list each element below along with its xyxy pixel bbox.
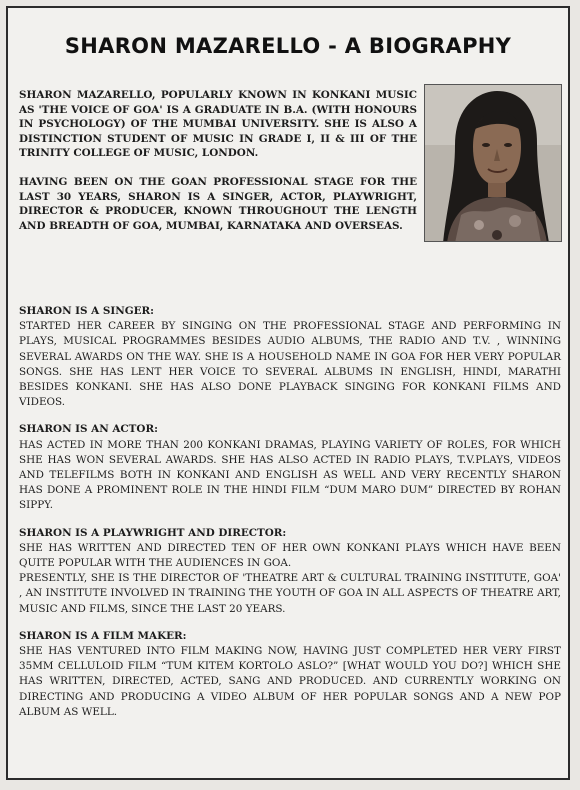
section-paragraph: PRESENTLY, SHE IS THE DIRECTOR OF 'THEATRE ART & CULTURAL TRAINING INSTITUTE, GOA' , AN INSTITUTE INVOLVED IN TRAINING THE YOUTH OF GOA IN ALL ASPECTS OF THEATRE ART, MUSIC AND FILMS, SINCE THE LAST 20 YEARS. — [19, 572, 561, 615]
page-title: SHARON MAZARELLO - A BIOGRAPHY — [64, 34, 512, 58]
section-paragraph: SHE HAS WRITTEN AND DIRECTED TEN OF HER OWN KONKANI PLAYS WHICH HAVE BEEN QUITE POPULAR WITH THE AUDIENCES IN GOA. — [19, 541, 561, 570]
intro-paragraph-education: SHARON MAZARELLO, POPULARLY KNOWN IN KONKANI MUSIC AS 'THE VOICE OF GOA' IS A GRADUATE IN B.A. (WITH HONOURS IN PSYCHOLOGY) OF THE MUMBAI UNIVERSITY. SHE IS ALSO A DISTINCTION STUDENT OF MUSIC IN GRADE I, II & III OF THE TRINITY COLLEGE OF MUSIC, LONDON. — [19, 89, 417, 160]
biography-page — [6, 6, 570, 780]
biography-body — [19, 304, 561, 732]
intro-paragraph-career: HAVING BEEN ON THE GOAN PROFESSIONAL STAGE FOR THE LAST 30 YEARS, SHARON IS A SINGER, ACTOR, PLAYWRIGHT, DIRECTOR & PRODUCER, KNOWN THROUGHOUT THE LENGTH AND BREADTH OF GOA, MUMBAI, KARNATAKA AND OVERSEAS. — [19, 175, 417, 232]
portrait-photo — [424, 84, 562, 242]
section-paragraph: HAS ACTED IN MORE THAN 200 KONKANI DRAMAS, PLAYING VARIETY OF ROLES, FOR WHICH SHE HAS WON SEVERAL AWARDS. SHE HAS ALSO ACTED IN RADIO PLAYS, T.V.PLAYS, VIDEOS AND TELEFILMS BOTH IN KONKANI AND ENGLISH AS WELL AND VERY RECENTLY SHARON HAS DONE A PROMINENT ROLE IN THE HINDI FILM “DUM MARO DUM” DIRECTED BY ROHAN SIPPY. — [19, 438, 561, 512]
section-heading: SHARON IS AN ACTOR: — [19, 423, 158, 436]
section-heading: SHARON IS A SINGER: — [19, 305, 154, 317]
woman-portrait-icon — [425, 85, 562, 242]
section-singer — [19, 304, 561, 410]
section-heading: SHARON IS A PLAYWRIGHT AND DIRECTOR: — [19, 526, 287, 539]
section-paragraph: SHE HAS VENTURED INTO FILM MAKING NOW, HAVING JUST COMPLETED HER VERY FIRST 35MM CELLULOID FILM “TUM KITEM KORTOLO ASLO?” [WHAT WOULD YOU DO?] WHICH SHE HAS WRITTEN, DIRECTED, ACTED, SANG AND PRODUCED. AND CURRENTLY WORKING ON DIRECTING AND PRODUCING A VIDEO ALBUM OF HER POPULAR SONGS AND A NEW POP ALBUM AS WELL. — [19, 645, 561, 718]
intro-block — [19, 88, 417, 247]
section-paragraph: STARTED HER CAREER BY SINGING ON THE PROFESSIONAL STAGE AND PERFORMING IN PLAYS, MUSICAL PROGRAMMES BESIDES AUDIO ALBUMS, THE RADIO AND T.V. , WINNING SEVERAL AWARDS ON THE WAY. SHE IS A HOUSEHOLD NAME IN GOA FOR HER VERY POPULAR SONGS. SHE HAS LENT HER VOICE TO SEVERAL ALBUMS IN ENGLISH, HINDI, MARATHI BESIDES KONKANI. SHE HAS ALSO DONE PLAYBACK SINGING FOR KONKANI FILMS AND VIDEOS. — [19, 320, 561, 409]
section-heading: SHARON IS A FILM MAKER: — [19, 629, 187, 642]
section-playwright-director — [19, 526, 561, 617]
section-film-maker — [19, 629, 561, 720]
section-actor — [19, 422, 561, 513]
